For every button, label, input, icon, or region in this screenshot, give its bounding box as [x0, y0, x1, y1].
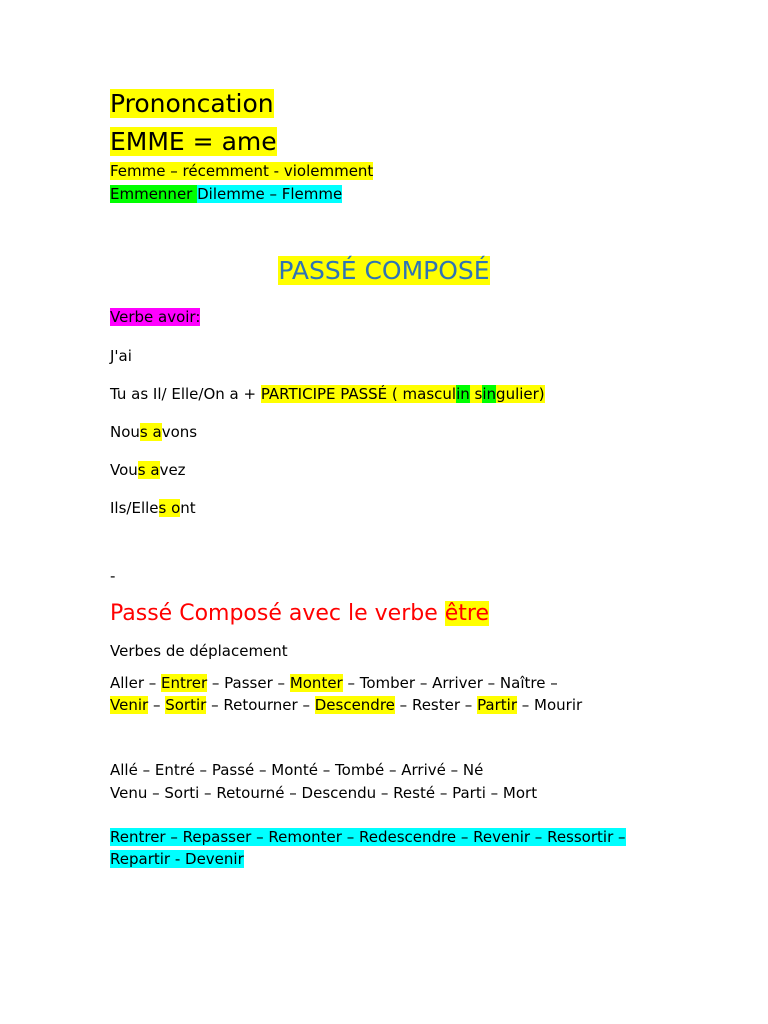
- verbs-line-1: Aller – Entrer – Passer – Monter – Tomber – Arriver – Naître –: [110, 674, 558, 692]
- passe-compose-title: PASSÉ COMPOSÉ: [278, 256, 490, 285]
- verbs-line-2: Venir – Sortir – Retourner – Descendre – Rester – Partir – Mourir: [110, 696, 583, 714]
- compound-verbs-line-2: Repartir - Devenir: [110, 850, 244, 868]
- etre-subtitle: Verbes de déplacement: [110, 642, 288, 660]
- compound-verbs-line-1: Rentrer – Repasser – Remonter – Redescendre – Revenir – Ressortir –: [110, 828, 626, 846]
- participles-line-2: Venu – Sorti – Retourné – Descendu – Resté – Parti – Mort: [110, 784, 538, 802]
- verbe-avoir-label: Verbe avoir:: [110, 308, 201, 326]
- conj-jai: J'ai: [110, 347, 132, 365]
- dash-separator: -: [110, 567, 116, 585]
- conj-vous: Vous avez: [110, 461, 186, 479]
- pronunciation-title: Prononcation: [110, 89, 274, 118]
- etre-title: Passé Composé avec le verbe être: [110, 601, 490, 626]
- conj-tu-il: Tu as Il/ Elle/On a + PARTICIPE PASSÉ ( masculin singulier): [110, 385, 545, 403]
- participles-line-1: Allé – Entré – Passé – Monté – Tombé – Arrivé – Né: [110, 761, 484, 779]
- pronunciation-examples-1: Femme – récemment - violemment: [110, 162, 374, 180]
- pronunciation-examples-2: Emmenner Dilemme – Flemme: [110, 185, 343, 203]
- conj-nous: Nous avons: [110, 423, 198, 441]
- conj-ils: Ils/Elles ont: [110, 499, 196, 517]
- pronunciation-rule: EMME = ame: [110, 127, 277, 156]
